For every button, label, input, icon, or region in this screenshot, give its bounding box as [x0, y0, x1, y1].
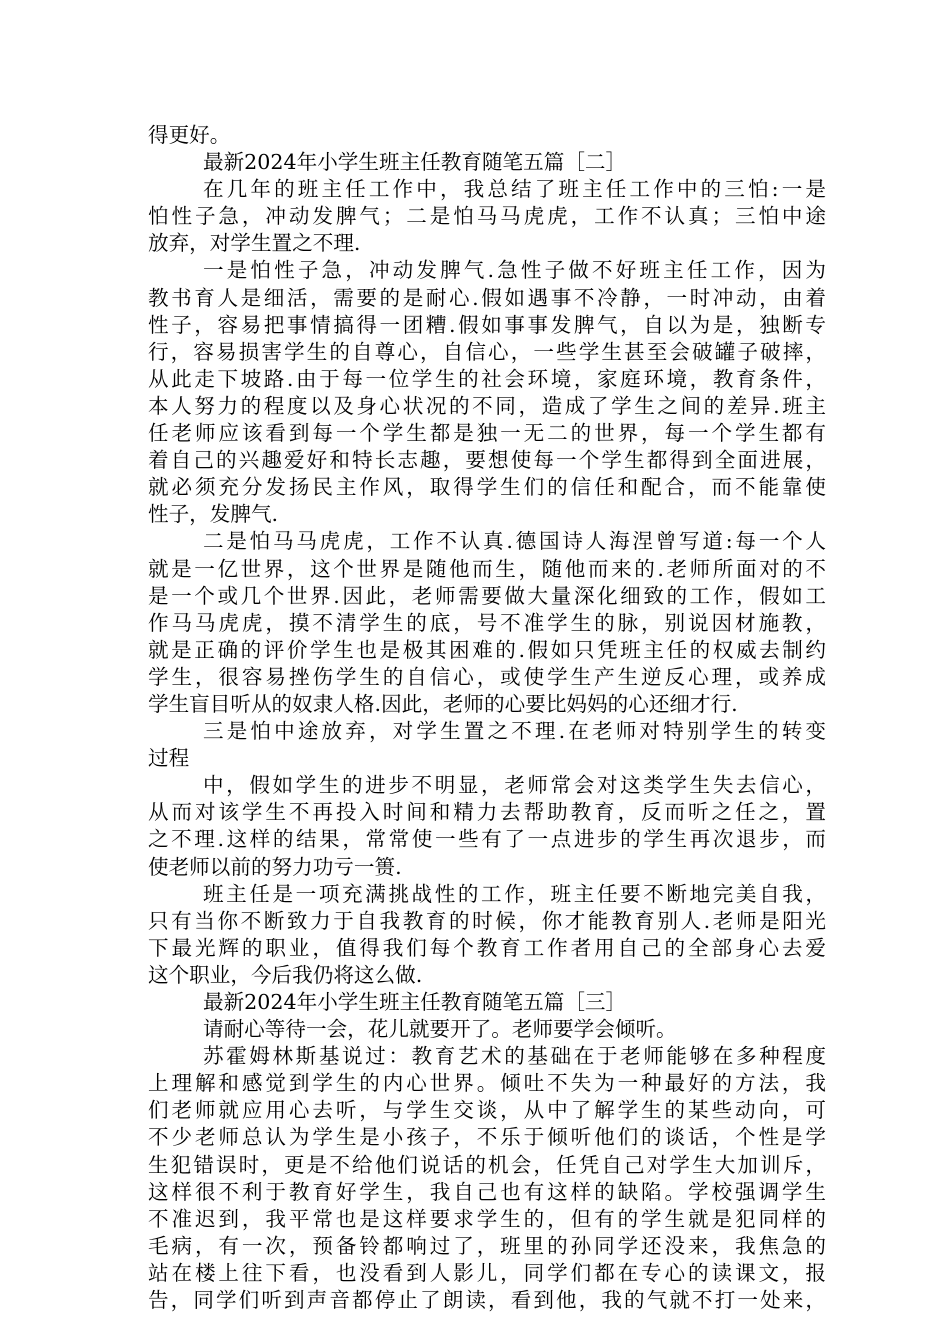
text-line: 从而对该学生不再投入时间和精力去帮助教育，反而听之任之，置	[148, 800, 826, 825]
text-line: 中，假如学生的进步不明显，老师常会对这类学生失去信心，	[203, 773, 826, 798]
text-line: 放弃，对学生置之不理.	[148, 231, 361, 256]
text-line: 二是怕马马虎虎，工作不认真.德国诗人海涅曾写道:每一个人	[203, 529, 826, 554]
text-line: 就必须充分发扬民主作风，取得学生们的信任和配合，而不能靠使	[148, 475, 826, 500]
text-line: 班主任是一项充满挑战性的工作，班主任要不断地完美自我，	[203, 881, 826, 906]
text-line: 站在楼上往下看，也没看到人影儿，同学们都在专心的读课文，报	[148, 1260, 826, 1285]
text-line: 告，同学们听到声音都停止了朗读，看到他，我的气就不打一处来，	[148, 1288, 826, 1313]
text-line: 就是正确的评价学生也是极其困难的.假如只凭班主任的权威去制约	[148, 637, 826, 662]
text-line: 就是一亿世界，这个世界是随他而生，随他而来的.老师所面对的不	[148, 556, 826, 581]
text-line: 是一个或几个世界.因此，老师需要做大量深化细致的工作，假如工	[148, 583, 826, 608]
text-line: 教书育人是细活，需要的是耐心.假如遇事不冷静，一时冲动，由着	[148, 285, 826, 310]
text-line: 任老师应该看到每一个学生都是独一无二的世界，每一个学生都有	[148, 421, 826, 446]
text-line: 们老师就应用心去听，与学生交谈，从中了解学生的某些动向，可	[148, 1098, 826, 1123]
document-page	[148, 122, 826, 1314]
text-line: 只有当你不断致力于自我教育的时候，你才能教育别人.老师是阳光	[148, 908, 826, 933]
text-line: 过程	[148, 746, 190, 771]
text-line: 使老师以前的努力功亏一篑.	[148, 854, 402, 879]
text-line: 在几年的班主任工作中，我总结了班主任工作中的三怕:一是	[203, 177, 826, 202]
text-line: 下最光辉的职业，值得我们每个教育工作者用自己的全部身心去爱	[148, 935, 826, 960]
text-line: 请耐心等待一会，花儿就要开了。老师要学会倾听。	[203, 1017, 677, 1042]
text-line: 学生，很容易挫伤学生的自信心，或使学生产生逆反心理，或养成	[148, 664, 826, 689]
text-line: 之不理.这样的结果，常常使一些有了一点进步的学生再次退步，而	[148, 827, 826, 852]
text-line: 上理解和感觉到学生的内心世界。倾吐不失为一种最好的方法，我	[148, 1071, 826, 1096]
text-line: 本人努力的程度以及身心状况的不同，造成了学生之间的差异.班主	[148, 393, 826, 418]
text-line: 性子，发脾气.	[148, 502, 279, 527]
text-line: 这个职业，今后我仍将这么做.	[148, 962, 423, 987]
text-line: 不准迟到，我平常也是这样要求学生的，但有的学生就是犯同样的	[148, 1206, 826, 1231]
text-line: 行，容易损害学生的自尊心，自信心，一些学生甚至会破罐子破摔，	[148, 339, 826, 364]
text-line: 从此走下坡路.由于每一位学生的社会环境，家庭环境，教育条件，	[148, 366, 826, 391]
text-line: 三是怕中途放弃，对学生置之不理.在老师对特别学生的转变	[203, 719, 826, 744]
text-line: 生犯错误时，更是不给他们说话的机会，任凭自己对学生大加训斥，	[148, 1152, 826, 1177]
text-line: 不少老师总认为学生是小孩子，不乐于倾听他们的谈话，个性是学	[148, 1125, 826, 1150]
text-line: 学生盲目听从的奴隶人格.因此，老师的心要比妈妈的心还细才行.	[148, 691, 738, 716]
text-line: 最新2024年小学生班主任教育随笔五篇［二］	[203, 150, 627, 175]
text-line: 一是怕性子急，冲动发脾气.急性子做不好班主任工作，因为	[203, 258, 826, 283]
text-line: 性子，容易把事情搞得一团糟.假如事事发脾气，自以为是，独断专	[148, 312, 826, 337]
text-line: 怕性子急，冲动发脾气；二是怕马马虎虎，工作不认真；三怕中途	[148, 204, 826, 229]
text-line: 最新2024年小学生班主任教育随笔五篇［三］	[203, 990, 627, 1014]
text-line: 得更好。	[148, 123, 231, 147]
text-line: 作马马虎虎，摸不清学生的底，号不准学生的脉，别说因材施教，	[148, 610, 826, 635]
text-line: 着自己的兴趣爱好和特长志趣，要想使每一个学生都得到全面进展，	[148, 448, 826, 473]
text-line: 这样很不利于教育好学生，我自己也有这样的缺陷。学校强调学生	[148, 1179, 826, 1204]
text-line: 苏霍姆林斯基说过：教育艺术的基础在于老师能够在多种程度	[203, 1044, 826, 1069]
text-line: 毛病，有一次，预备铃都响过了，班里的孙同学还没来，我焦急的	[148, 1233, 826, 1258]
